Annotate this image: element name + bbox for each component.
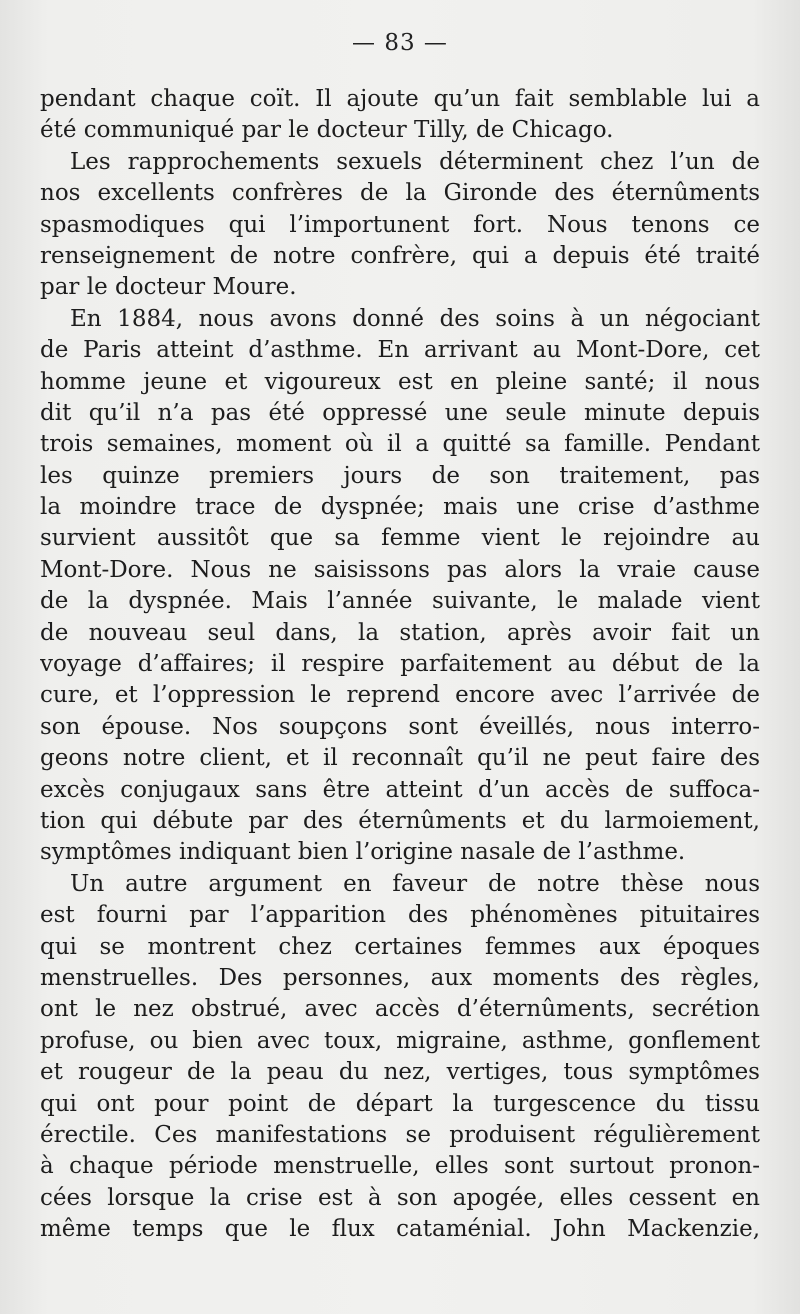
- text-line: excès conjugaux sans être atteint d’un accès de suffoca-: [40, 776, 760, 803]
- text-line: profuse, ou bien avec toux, migraine, asthme, gonflement: [40, 1027, 760, 1054]
- text-line: érectile. Ces manifestations se produisent régulièrement: [40, 1121, 760, 1148]
- text-line: qui ont pour point de départ la turgescence du tissu: [40, 1090, 760, 1117]
- text-line: son épouse. Nos soupçons sont éveillés, nous interro-: [40, 713, 760, 740]
- text-line: cées lorsque la crise est à son apogée, elles cessent en: [40, 1184, 760, 1211]
- text-line: par le docteur Moure.: [40, 274, 297, 301]
- text-line: à chaque période menstruelle, elles sont surtout pronon-: [40, 1153, 760, 1180]
- text-line: et rougeur de la peau du nez, vertiges, tous symptômes: [40, 1059, 760, 1086]
- text-line: renseignement de notre confrère, qui a depuis été traité: [40, 242, 760, 269]
- text-line: qui se montrent chez certaines femmes aux époques: [40, 933, 760, 960]
- text-line: Mont-Dore. Nous ne saisissons pas alors la vraie cause: [40, 556, 760, 583]
- text-line: trois semaines, moment où il a quitté sa famille. Pendant: [40, 431, 760, 458]
- text-line: menstruelles. Des personnes, aux moments des règles,: [40, 964, 760, 991]
- text-line: voyage d’affaires; il respire parfaitement au début de la: [40, 651, 760, 678]
- text-line: spasmodiques qui l’importunent fort. Nous tenons ce: [40, 211, 760, 238]
- text-line: ont le nez obstrué, avec accès d’éternûments, secrétion: [40, 996, 760, 1023]
- text-line: tion qui débute par des éternûments et du larmoiement,: [40, 807, 760, 834]
- text-line: nos excellents confrères de la Gironde des éternûments: [40, 180, 760, 207]
- text-line: été communiqué par le docteur Tilly, de Chicago.: [40, 117, 614, 144]
- text-line: En 1884, nous avons donné des soins à un négociant: [70, 305, 760, 332]
- text-line: les quinze premiers jours de son traitement, pas: [40, 462, 760, 489]
- body-text: [40, 84, 760, 1245]
- text-line: de la dyspnée. Mais l’année suivante, le malade vient: [40, 588, 760, 615]
- text-line: est fourni par l’apparition des phénomènes pituitaires: [40, 902, 760, 929]
- page-number: — 83 —: [352, 30, 448, 56]
- text-line: survient aussitôt que sa femme vient le rejoindre au: [40, 525, 760, 552]
- text-line: geons notre client, et il reconnaît qu’il ne peut faire des: [40, 745, 760, 772]
- text-line: de Paris atteint d’asthme. En arrivant au Mont-Dore, cet: [40, 337, 760, 364]
- text-line: symptômes indiquant bien l’origine nasale de l’asthme.: [40, 839, 686, 866]
- text-line: la moindre trace de dyspnée; mais une crise d’asthme: [40, 494, 760, 521]
- text-line: cure, et l’oppression le reprend encore avec l’arrivée de: [40, 682, 760, 709]
- text-line: Un autre argument en faveur de notre thèse nous: [70, 870, 760, 897]
- text-line: Les rapprochements sexuels déterminent chez l’un de: [70, 148, 760, 175]
- text-line: dit qu’il n’a pas été oppressé une seule minute depuis: [40, 399, 760, 426]
- text-line: de nouveau seul dans, la station, après avoir fait un: [40, 619, 760, 646]
- text-line: même temps que le flux cataménial. John Mackenzie,: [40, 1216, 760, 1243]
- text-line: pendant chaque coït. Il ajoute qu’un fait semblable lui a: [40, 86, 760, 112]
- text-line: homme jeune et vigoureux est en pleine santé; il nous: [40, 368, 760, 395]
